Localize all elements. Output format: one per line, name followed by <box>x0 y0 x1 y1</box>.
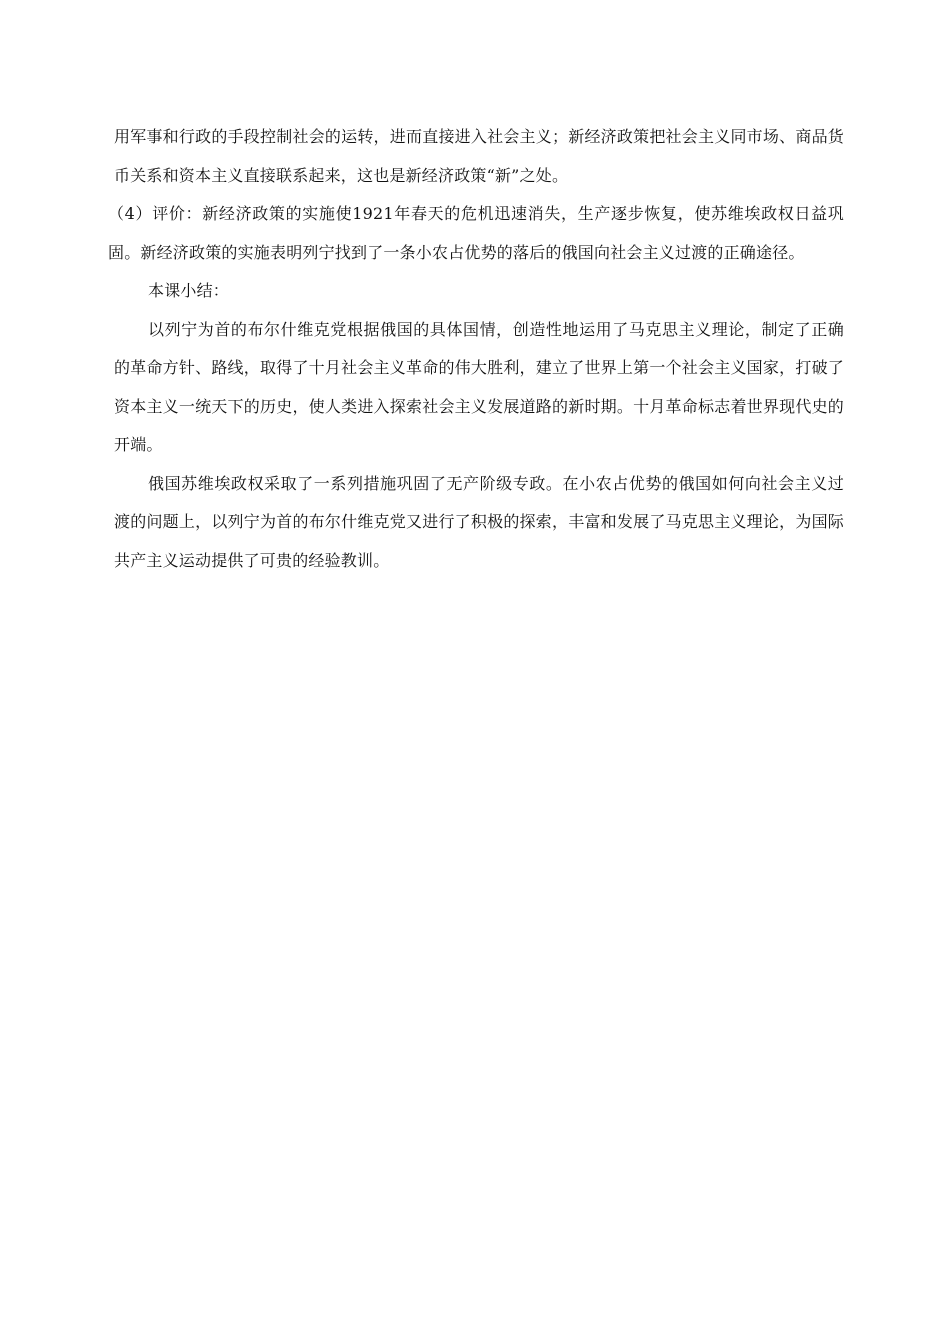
summary-paragraph-2: 俄国苏维埃政权采取了一系列措施巩固了无产阶级专政。在小农占优势的俄国如何向社会主义过渡的问题上，以列宁为首的布尔什维克党又进行了积极的探索，丰富和发展了马克思主义理论，为国际共产主义运动提供了可贵的经验教训。 <box>114 473 844 570</box>
lesson-summary-heading: 本课小结： <box>148 281 230 300</box>
document-body <box>108 118 844 580</box>
paragraph-evaluation: （4）评价：新经济政策的实施使1921年春天的危机迅速消失，生产逐步恢复，使苏维埃政权日益巩固。新经济政策的实施表明列宁找到了一条小农占优势的落后的俄国向社会主义过渡的正确途径。 <box>108 204 844 262</box>
paragraph-continuation: 用军事和行政的手段控制社会的运转，进而直接进入社会主义；新经济政策把社会主义同市场、商品货币关系和资本主义直接联系起来，这也是新经济政策“新”之处。 <box>114 127 844 185</box>
summary-paragraph-1: 以列宁为首的布尔什维克党根据俄国的具体国情，创造性地运用了马克思主义理论，制定了正确的革命方针、路线，取得了十月社会主义革命的伟大胜利，建立了世界上第一个社会主义国家，打破了资本主义一统天下的历史，使人类进入探索社会主义发展道路的新时期。十月革命标志着世界现代史的开端。 <box>114 319 844 454</box>
